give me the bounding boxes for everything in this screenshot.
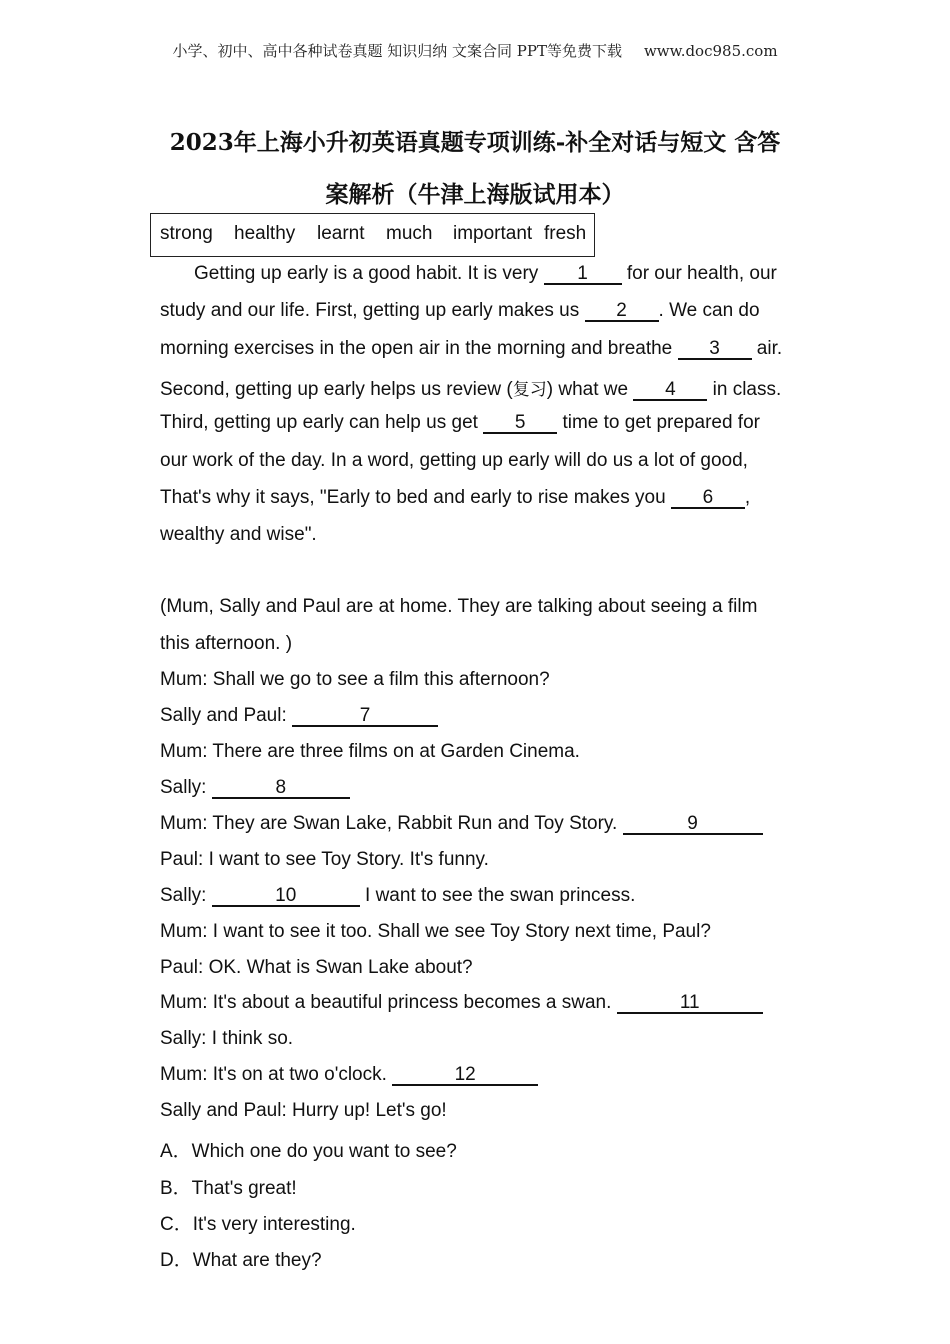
dialogue-line: Mum: I want to see it too. Shall we see Toy Story next time, Paul? <box>160 921 711 942</box>
passage-text: ) what we <box>546 379 634 400</box>
blank-9[interactable]: 9 <box>623 815 763 835</box>
word-bank-item: learnt <box>317 223 365 244</box>
blank-7[interactable]: 7 <box>292 707 438 727</box>
blank-5[interactable]: 5 <box>483 414 557 434</box>
dialogue-text: Sally: <box>160 777 212 798</box>
dialogue-text: Mum: They are Swan Lake, Rabbit Run and Toy Story. <box>160 813 623 834</box>
passage-text: morning exercises in the open air in the morning and breathe <box>160 338 678 359</box>
passage-text: for our health, our <box>621 263 777 284</box>
dialogue-line <box>160 992 763 1014</box>
passage-chinese-gloss: 复习 <box>512 380 547 400</box>
word-bank-item: healthy <box>234 223 296 244</box>
word-bank-item: important <box>453 223 533 244</box>
dialogue-line <box>160 813 763 835</box>
passage-line <box>194 263 777 285</box>
passage-text: Getting up early is a good habit. It is very <box>194 263 544 284</box>
passage-line <box>160 300 760 322</box>
word-bank-item: much <box>386 223 433 244</box>
passage-text: Third, getting up early can help us get <box>160 412 484 433</box>
passage-text: . We can do <box>658 300 760 321</box>
blank-8[interactable]: 8 <box>212 779 350 799</box>
blank-12[interactable]: 12 <box>392 1066 538 1086</box>
page-header <box>0 40 950 61</box>
blank-4[interactable]: 4 <box>633 381 707 401</box>
passage-text: study and our life. First, getting up early makes us <box>160 300 585 321</box>
blank-6[interactable]: 6 <box>671 489 745 509</box>
passage-line <box>160 338 782 360</box>
dialogue-line: Sally: I think so. <box>160 1028 294 1049</box>
dialogue-line <box>160 777 350 799</box>
option-c: C．It's very interesting. <box>160 1214 356 1235</box>
dialogue-line: Paul: I want to see Toy Story. It's funny. <box>160 849 489 870</box>
passage-text: That's why it says, "Early to bed and early to rise makes you <box>160 487 671 508</box>
word-bank-box <box>150 213 595 257</box>
header-text: 小学、初中、高中各种试卷真题 知识归纳 文案合同 PPT等免费下载 <box>172 42 622 60</box>
dialogue-line: Mum: There are three films on at Garden Cinema. <box>160 741 580 762</box>
option-d: D．What are they? <box>160 1250 322 1271</box>
blank-11[interactable]: 11 <box>617 994 763 1014</box>
dialogue-line: Mum: Shall we go to see a film this afternoon? <box>160 669 550 690</box>
dialogue-text: Sally and Paul: <box>160 705 293 726</box>
passage-line: wealthy and wise". <box>160 524 317 545</box>
page-title-line-1: 2023年上海小升初英语真题专项训练-补全对话与短文 含答 <box>169 129 781 156</box>
passage-text: time to get prepared for <box>557 412 760 433</box>
blank-10[interactable]: 10 <box>212 887 360 907</box>
dialogue-intro: this afternoon. ) <box>160 633 293 654</box>
passage-line <box>160 487 750 509</box>
dialogue-line <box>160 1064 538 1086</box>
dialogue-text: Sally: <box>160 885 212 906</box>
blank-1[interactable]: 1 <box>544 265 622 285</box>
passage-line <box>160 412 760 434</box>
header-site: www.doc985.com <box>643 42 778 60</box>
option-a: A．Which one do you want to see? <box>160 1141 457 1162</box>
option-b: B．That's great! <box>160 1178 297 1199</box>
passage-text: air. <box>751 338 783 359</box>
word-bank-item: fresh <box>544 223 587 244</box>
dialogue-text: Mum: It's about a beautiful princess becomes a swan. <box>160 992 617 1013</box>
blank-3[interactable]: 3 <box>678 340 752 360</box>
passage-line <box>160 375 781 401</box>
passage-line: our work of the day. In a word, getting up early will do us a lot of good, <box>160 450 748 471</box>
passage-text: in class. <box>707 379 782 400</box>
dialogue-intro: (Mum, Sally and Paul are at home. They are talking about seeing a film <box>160 596 758 617</box>
dialogue-line <box>160 705 438 727</box>
passage-text: , <box>744 487 751 508</box>
word-bank-item: strong <box>160 223 213 244</box>
dialogue-text: Mum: It's on at two o'clock. <box>160 1064 393 1085</box>
page-title-line-2: 案解析（牛津上海版试用本） <box>325 181 625 208</box>
dialogue-line: Sally and Paul: Hurry up! Let's go! <box>160 1100 447 1121</box>
blank-2[interactable]: 2 <box>585 302 659 322</box>
dialogue-line <box>160 885 635 907</box>
passage-text: Second, getting up early helps us review ( <box>160 379 513 400</box>
dialogue-text: I want to see the swan princess. <box>359 885 636 906</box>
dialogue-line: Paul: OK. What is Swan Lake about? <box>160 957 473 978</box>
